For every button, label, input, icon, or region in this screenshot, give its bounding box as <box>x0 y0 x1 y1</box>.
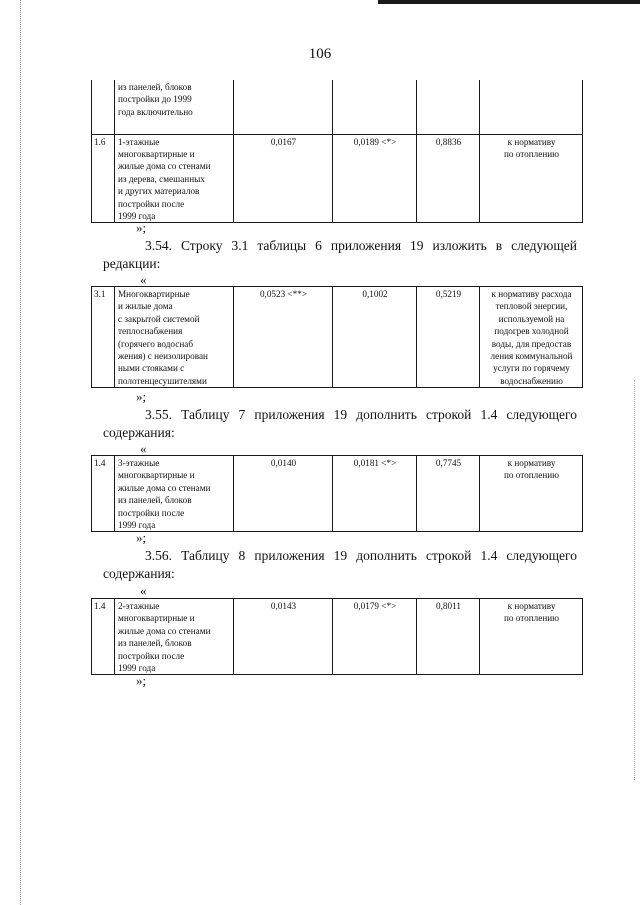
row-value-3 <box>417 80 480 134</box>
row-value-2: 0,0189 <*> <box>333 134 417 223</box>
table-row <box>92 599 583 675</box>
paragraph-line: содержания: <box>103 566 175 581</box>
row-value-1: 0,0523 <**> <box>234 287 333 388</box>
open-quote: « <box>140 441 147 456</box>
row-value-3: 0,5219 <box>417 287 480 388</box>
close-quote: »; <box>136 530 147 545</box>
row-value-2: 0,0181 <*> <box>333 456 417 532</box>
row-number: 1.4 <box>92 456 115 532</box>
table-row <box>92 134 583 223</box>
close-quote: »; <box>136 220 147 235</box>
scan-edge-left <box>20 0 22 905</box>
row-value-1 <box>234 80 333 134</box>
row-description: Многоквартирные и жилые дома с закрытой системой теплоснабжения (горячего водоснаб жения) с неизолирован ными стояками с полотенцесушителями <box>115 287 234 388</box>
paragraph-line: редакции: <box>103 256 161 271</box>
row-number <box>92 80 115 134</box>
paragraph-3-56 <box>105 547 577 583</box>
table-row <box>92 287 583 388</box>
scan-edge-right <box>634 380 636 780</box>
row-value-1: 0,0167 <box>234 134 333 223</box>
open-quote: « <box>140 583 147 598</box>
row-description: 2-этажные многоквартирные и жилые дома со стенами из панелей, блоков постройки после 1999 года <box>115 599 234 675</box>
table-row <box>92 456 583 532</box>
norm-table-1 <box>91 80 583 223</box>
close-quote: »; <box>136 389 147 404</box>
row-value-3: 0,8011 <box>417 599 480 675</box>
row-value-2 <box>333 80 417 134</box>
row-number: 3.1 <box>92 287 115 388</box>
open-quote: « <box>140 272 147 287</box>
paragraph-3-55 <box>105 406 577 442</box>
row-number: 1.6 <box>92 134 115 223</box>
paragraph-3-54 <box>105 237 577 273</box>
scan-bar-top <box>378 0 640 4</box>
row-value-2: 0,0179 <*> <box>333 599 417 675</box>
row-note: к нормативу по отоплению <box>480 134 583 223</box>
row-note: к нормативу по отоплению <box>480 456 583 532</box>
paragraph-line: 3.56. Таблицу 8 приложения 19 дополнить строкой 1.4 следующего <box>145 548 577 563</box>
row-value-3: 0,8836 <box>417 134 480 223</box>
norm-table-4 <box>91 598 583 675</box>
paragraph-line: 3.54. Строку 3.1 таблицы 6 приложения 19 изложить в следующей <box>145 238 577 253</box>
paragraph-line: содержания: <box>103 425 175 440</box>
row-note: к нормативу расхода тепловой энергии, используемой на подогрев холодной воды, для предостав ления коммунальной услуги по горячему водоснабжению <box>480 287 583 388</box>
paragraph-line: 3.55. Таблицу 7 приложения 19 дополнить строкой 1.4 следующего <box>145 407 577 422</box>
norm-table-3 <box>91 455 583 532</box>
row-value-3: 0,7745 <box>417 456 480 532</box>
close-quote: »; <box>136 673 147 688</box>
row-note <box>480 80 583 134</box>
row-number: 1.4 <box>92 599 115 675</box>
table-row <box>92 80 583 134</box>
row-value-1: 0,0140 <box>234 456 333 532</box>
page-number: 106 <box>308 46 332 62</box>
row-description: 1-этажные многоквартирные и жилые дома со стенами из дерева, смешанных и других материалов постройки после 1999 года <box>115 134 234 223</box>
row-value-2: 0,1002 <box>333 287 417 388</box>
row-description: из панелей, блоков постройки до 1999 года включительно <box>115 80 234 134</box>
row-value-1: 0,0143 <box>234 599 333 675</box>
row-description: 3-этажные многоквартирные и жилые дома со стенами из панелей, блоков постройки после 1999 года <box>115 456 234 532</box>
row-note: к нормативу по отоплению <box>480 599 583 675</box>
norm-table-2 <box>91 286 583 388</box>
